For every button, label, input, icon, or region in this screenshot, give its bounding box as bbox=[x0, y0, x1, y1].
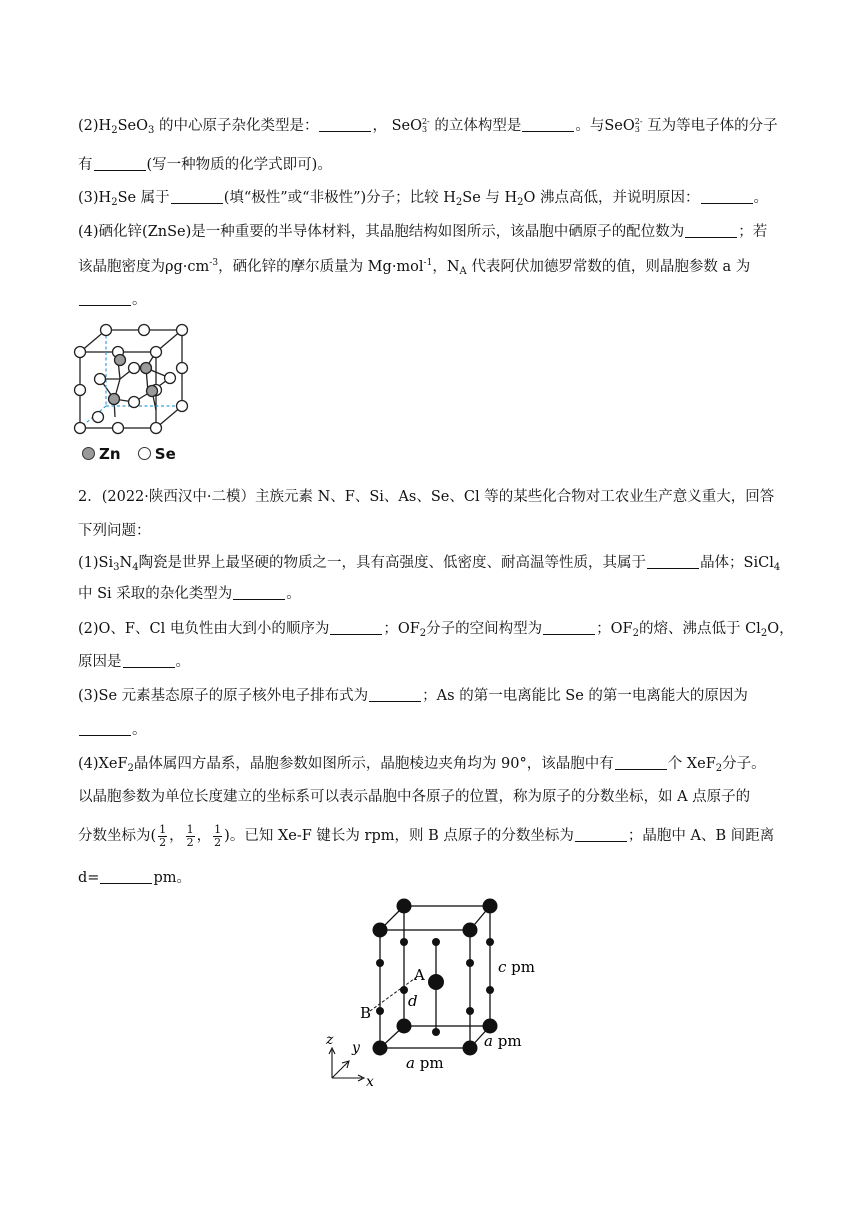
zn-legend-icon bbox=[82, 447, 95, 460]
q1-part2-line1: $(2)H_2SeO_3$ 的中心原子杂化类型是： ， SeO 2- 3 的立体构型是 。与SeO 2- 3 互为等电子体的分子 bbox=[78, 117, 778, 136]
q2-part2-line2: 原因是 。 bbox=[78, 654, 190, 670]
answer-blank[interactable] bbox=[319, 117, 371, 132]
q2-part3-line2: 。 bbox=[78, 720, 147, 740]
answer-blank[interactable] bbox=[701, 189, 753, 204]
answer-blank[interactable] bbox=[575, 827, 627, 842]
fraction-one-half: $\frac{1}{2}$ bbox=[159, 822, 167, 849]
q2-part1-line2: 中 Si 采取的杂化类型为 。 bbox=[78, 586, 301, 602]
answer-blank[interactable] bbox=[543, 620, 595, 635]
q2-part2-line1: (2)O、F、Cl 电负性由大到小的顺序为 ；$OF_2$分子的空间构型为 ；$OF_2$的熔、沸点低于 $Cl_2O$， bbox=[78, 621, 794, 639]
selenite-ion: SeO bbox=[391, 118, 422, 134]
q2-part4-line4: d= pm。 bbox=[78, 870, 191, 886]
q2-intro-line1: 2．(2022·陕西汉中·二模）主族元素 N、F、Si、As、Se、Cl 等的某些化合物对工农业生产意义重大，回答 bbox=[78, 489, 775, 505]
xef2-unit-cell-figure bbox=[318, 890, 548, 1090]
answer-blank[interactable] bbox=[685, 223, 737, 238]
answer-blank[interactable] bbox=[615, 755, 667, 770]
answer-blank[interactable] bbox=[233, 585, 285, 600]
selenite-ion: SeO bbox=[604, 118, 635, 134]
q1-part4-line1: (4)硒化锌(ZnSe)是一种重要的半导体材料，其晶胞结构如图所示，该晶胞中硒原子的配位数为 ；若 bbox=[78, 224, 768, 240]
svg-text:x: x bbox=[366, 1074, 374, 1090]
label-b-point: B bbox=[360, 1004, 372, 1022]
answer-blank[interactable] bbox=[100, 869, 152, 884]
svg-text:c pm: c pm bbox=[498, 958, 535, 976]
q2-part1-line1: $(1)Si_3N_4$陶瓷是世界上最坚硬的物质之一，具有高强度、低密度、耐高温等性质，其属于 晶体；SiCl$_4$ bbox=[78, 555, 781, 573]
q1-part4-line3: 。 bbox=[78, 290, 147, 310]
fraction-one-half: $\frac{1}{2}$ bbox=[214, 822, 222, 849]
answer-blank[interactable] bbox=[171, 189, 223, 204]
q2-part4-line2: 以晶胞参数为单位长度建立的坐标系可以表示晶胞中各原子的位置，称为原子的分数坐标，如 A 点原子的 bbox=[78, 789, 751, 805]
svg-text:y: y bbox=[352, 1040, 360, 1056]
answer-blank[interactable] bbox=[369, 687, 421, 702]
se-legend-icon bbox=[138, 447, 151, 460]
answer-blank[interactable] bbox=[79, 721, 131, 736]
q2-part3-line1: (3)Se 元素基态原子的原子核外电子排布式为 ；As 的第一电离能比 Se 的第一电离能大的原因为 bbox=[78, 688, 748, 704]
svg-text:z: z bbox=[326, 1032, 334, 1048]
q2-intro-line2: 下列问题： bbox=[78, 523, 151, 539]
answer-blank[interactable] bbox=[123, 653, 175, 668]
svg-text:a pm: a pm bbox=[406, 1054, 444, 1072]
znse-unit-cell-figure bbox=[72, 322, 196, 442]
q2-part4-line3: 分数坐标为( $\frac{1}{2}$ ， $\frac{1}{2}$ ， $\frac{1}{2}$ )。已知 Xe-F 键长为 rpm，则 B 点原子的分数坐标为 ；晶胞中 A、B 间距离 bbox=[78, 822, 775, 849]
answer-blank[interactable] bbox=[647, 554, 699, 569]
q1-part4-line2: 该晶胞密度为$\rho g\cdot cm^{-3}$，硒化锌的摩尔质量为 Mg·mol$^{-1}$，$N_A$ 代表阿伏加德罗常数的值，则晶胞参数 a 为 bbox=[78, 258, 751, 277]
label-distance-d: d bbox=[408, 992, 418, 1010]
q1-part2-line2: 有 (写一种物质的化学式即可)。 bbox=[78, 157, 332, 173]
answer-blank[interactable] bbox=[330, 620, 382, 635]
q2-part4-line1: (4)XeF$_2$晶体属四方晶系，晶胞参数如图所示，晶胞棱边夹角均为 90°，该晶胞中有 个 XeF$_2$分子。 bbox=[78, 756, 766, 774]
fraction-one-half: $\frac{1}{2}$ bbox=[186, 822, 194, 849]
label-a-point: A bbox=[414, 966, 425, 984]
svg-text:a pm: a pm bbox=[484, 1032, 522, 1050]
q1-part3-line1: $(3)H_2Se$ 属于 (填“极性”或“非极性”)分子；比较 $H_2Se$ 与 $H_2O$ 沸点高低，并说明原因： 。 bbox=[78, 190, 769, 208]
answer-blank[interactable] bbox=[79, 291, 131, 306]
answer-blank[interactable] bbox=[94, 156, 146, 171]
figure-legend: Zn Se bbox=[82, 445, 176, 463]
answer-blank[interactable] bbox=[522, 117, 574, 132]
